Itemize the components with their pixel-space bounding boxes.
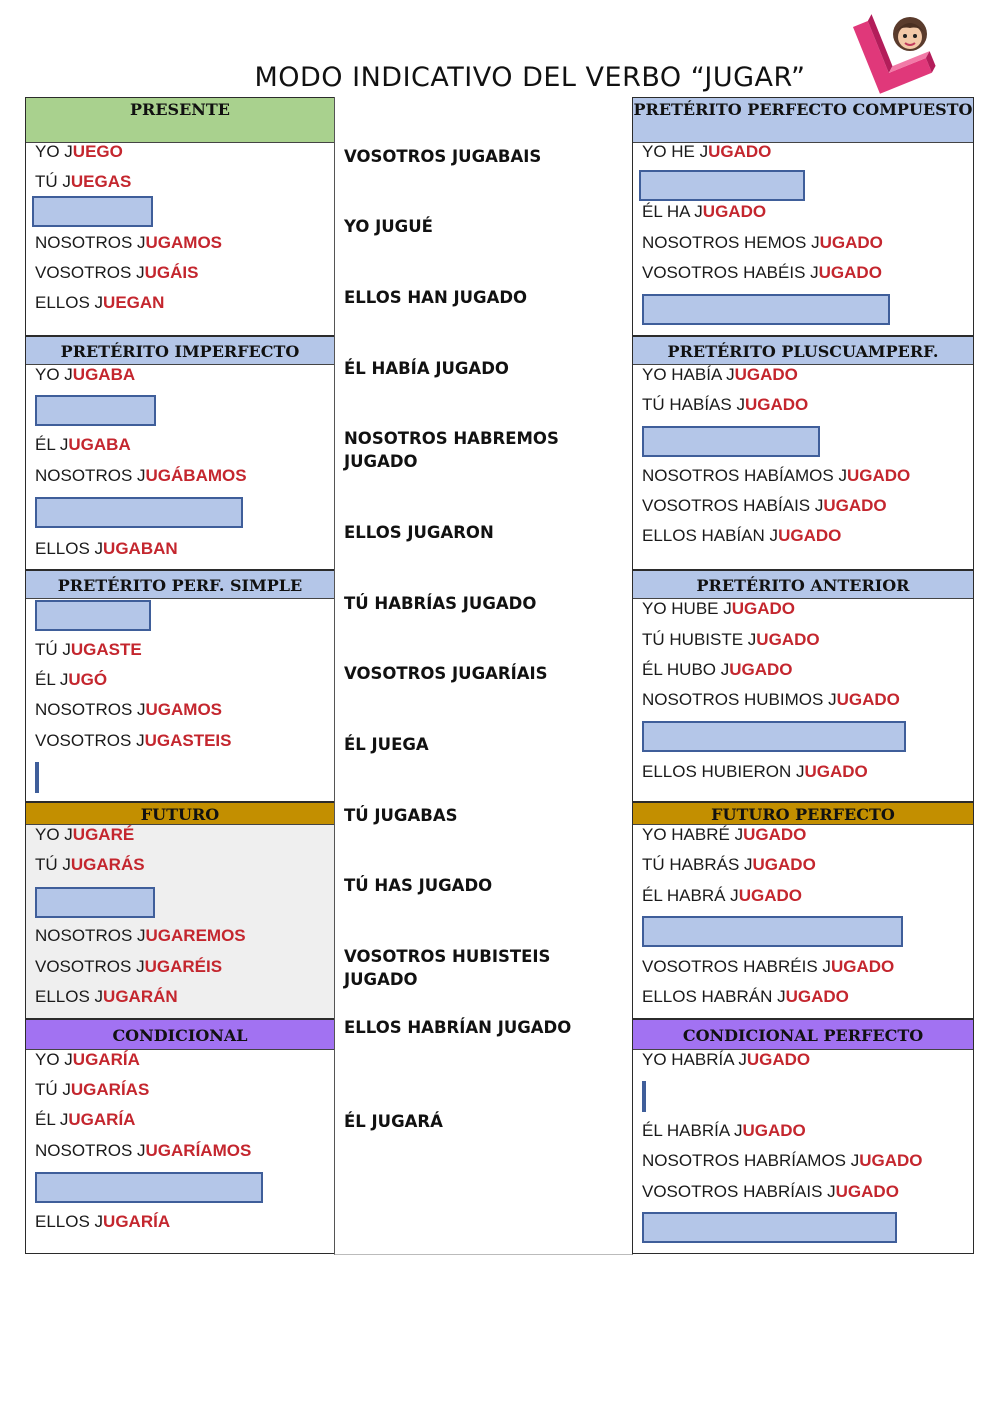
tense-header: CONDICIONAL — [26, 1020, 334, 1050]
answer-drop-box[interactable] — [642, 721, 906, 752]
conjugation-stem: VOSOTROS HABRÍAIS J — [642, 1182, 836, 1201]
conjugation-ending: UGARÍA — [72, 1050, 140, 1069]
conjugation-stem: VOSOTROS J — [35, 957, 145, 976]
conjugation-ending: UGADO — [846, 466, 911, 485]
conjugation-stem: YO HE J — [642, 142, 709, 161]
conjugation-row — [35, 825, 134, 845]
conjugation-stem: TÚ J — [35, 855, 71, 874]
draggable-answer-card[interactable]: ELLOS HABRÍAN JUGADO — [344, 1018, 572, 1037]
draggable-answer-card[interactable]: ÉL HABÍA JUGADO — [344, 359, 509, 378]
conjugation-row — [642, 1182, 899, 1202]
conjugation-stem: YO HABRÍA J — [642, 1050, 747, 1069]
conjugation-row — [642, 599, 795, 619]
conjugation-ending: UEGAN — [103, 293, 165, 312]
right-tense-condicional-perfecto — [632, 1019, 974, 1254]
conjugation-stem: ELLOS HUBIERON J — [642, 762, 805, 781]
page-title: MODO INDICATIVO DEL VERBO “JUGAR” — [254, 62, 806, 93]
tense-header: PRETÉRITO PLUSCUAMPERF. — [633, 337, 973, 365]
conjugation-ending: UGADO — [729, 660, 793, 679]
answer-drop-box[interactable] — [35, 497, 243, 528]
conjugation-ending: UGABAN — [103, 539, 178, 558]
conjugation-ending: UGASTE — [70, 640, 142, 659]
answer-drop-box[interactable] — [35, 600, 151, 631]
conjugation-ending: UGABA — [68, 435, 131, 454]
left-tense-condicional — [25, 1019, 335, 1254]
conjugation-ending: UGADO — [746, 1050, 811, 1069]
conjugation-stem: VOSOTROS J — [35, 731, 145, 750]
conjugation-stem: ELLOS HABRÁN J — [642, 987, 786, 1006]
conjugation-ending: UGADO — [836, 690, 900, 709]
conjugation-row — [642, 1121, 806, 1141]
conjugation-ending: UGARÉIS — [144, 957, 223, 976]
left-tense-presente — [25, 97, 335, 336]
conjugation-row — [35, 670, 107, 690]
conjugation-stem: TÚ J — [35, 640, 71, 659]
conjugation-ending: UGADO — [835, 1182, 899, 1201]
conjugation-stem: ÉL HUBO J — [642, 660, 730, 679]
conjugation-ending: UGADO — [744, 395, 809, 414]
draggable-answer-card[interactable]: TÚ HABRÍAS JUGADO — [344, 594, 537, 613]
conjugation-row — [642, 496, 887, 516]
conjugation-row — [642, 987, 849, 1007]
conjugation-ending: UGARÁN — [103, 987, 178, 1006]
conjugation-row — [35, 1110, 135, 1130]
conjugation-stem: ELLOS HABÍAN J — [642, 526, 779, 545]
conjugation-row — [642, 660, 793, 680]
draggable-answer-card[interactable]: VOSOTROS HUBISTEIS JUGADO — [344, 947, 551, 989]
draggable-answer-card[interactable]: TÚ HAS JUGADO — [344, 876, 493, 895]
conjugation-row — [35, 365, 135, 385]
conjugation-stem: NOSOTROS HUBIMOS J — [642, 690, 837, 709]
right-tense-preterito-pluscuamperf — [632, 336, 974, 570]
conjugation-row — [35, 539, 178, 559]
conjugation-row — [35, 1212, 170, 1232]
left-tense-preterito-imperfecto — [25, 336, 335, 570]
conjugation-stem: NOSOTROS J — [35, 700, 146, 719]
conjugation-row — [642, 825, 806, 845]
conjugation-stem: TÚ HABRÁS J — [642, 855, 753, 874]
conjugation-ending: UGADO — [859, 1151, 923, 1170]
tense-header: PRETÉRITO IMPERFECTO — [26, 337, 334, 365]
conjugation-stem: NOSOTROS J — [35, 1141, 146, 1160]
conjugation-row — [642, 630, 820, 650]
tense-header: PRETÉRITO PERF. SIMPLE — [26, 571, 334, 599]
conjugation-ending: UGARÍA — [103, 1212, 171, 1231]
draggable-answer-card[interactable]: ÉL JUEGA — [344, 735, 429, 754]
conjugation-row — [35, 263, 198, 283]
middle-answer-column — [334, 97, 633, 1255]
conjugation-stem: TÚ J — [35, 172, 71, 191]
conjugation-ending: UGARÍAMOS — [145, 1141, 252, 1160]
conjugation-ending: UGADO — [785, 987, 849, 1006]
conjugation-row — [35, 1141, 251, 1161]
tense-header: PRESENTE — [26, 98, 334, 143]
draggable-answer-card[interactable]: ELLOS JUGARON — [344, 523, 494, 542]
answer-drop-box[interactable] — [642, 426, 820, 457]
tense-header: PRETÉRITO PERFECTO COMPUESTO — [633, 98, 973, 143]
conjugation-stem: TÚ HUBISTE J — [642, 630, 757, 649]
conjugation-ending: UGADO — [731, 599, 796, 618]
conjugation-row — [642, 855, 816, 875]
conjugation-ending: UGARÉ — [72, 825, 135, 844]
answer-drop-box[interactable] — [35, 1172, 263, 1203]
conjugation-stem: NOSOTROS J — [35, 926, 146, 945]
conjugation-row — [35, 1050, 140, 1070]
conjugation-stem: TÚ J — [35, 1080, 71, 1099]
conjugation-ending: UGAREMOS — [145, 926, 246, 945]
conjugation-stem: NOSOTROS HABRÍAMOS J — [642, 1151, 860, 1170]
conjugation-row — [35, 233, 222, 253]
conjugation-stem: ELLOS J — [35, 987, 104, 1006]
conjugation-row — [35, 1080, 149, 1100]
conjugation-stem: YO J — [35, 825, 73, 844]
conjugation-stem: TÚ HABÍAS J — [642, 395, 745, 414]
conjugation-row — [35, 142, 123, 162]
answer-drop-box[interactable] — [35, 887, 155, 918]
conjugation-stem: NOSOTROS J — [35, 233, 146, 252]
conjugation-ending: UGADO — [756, 630, 820, 649]
letter-l-avatar-logo — [838, 4, 948, 100]
conjugation-row — [642, 142, 771, 162]
conjugation-stem: ÉL HABRÍA J — [642, 1121, 743, 1140]
conjugation-row — [642, 690, 900, 710]
conjugation-row — [642, 886, 802, 906]
conjugation-ending: UGARÍAS — [70, 1080, 150, 1099]
right-tense-preterito-anterior — [632, 570, 974, 802]
conjugation-ending: UGABA — [72, 365, 136, 384]
conjugation-ending: UGADO — [804, 762, 868, 781]
right-tense-futuro-perfecto — [632, 802, 974, 1019]
conjugation-row — [35, 466, 247, 486]
conjugation-ending: UGADO — [778, 526, 842, 545]
conjugation-ending: UGADO — [734, 365, 798, 384]
conjugation-stem: VOSOTROS J — [35, 263, 145, 282]
conjugation-row — [642, 202, 766, 222]
draggable-answer-card[interactable]: NOSOTROS HABREMOS JUGADO — [344, 429, 559, 471]
draggable-answer-card[interactable]: VOSOTROS JUGARÍAIS — [344, 664, 548, 683]
conjugation-ending: UGASTEIS — [144, 731, 232, 750]
conjugation-stem: NOSOTROS HABÍAMOS J — [642, 466, 847, 485]
draggable-answer-card[interactable]: VOSOTROS JUGABAIS — [344, 147, 542, 166]
conjugation-row — [642, 233, 883, 253]
conjugation-ending: UGÁIS — [144, 263, 199, 282]
answer-drop-box[interactable] — [35, 762, 39, 793]
answer-drop-box[interactable] — [642, 916, 903, 947]
conjugation-ending: UGÓ — [68, 670, 108, 689]
draggable-answer-card[interactable]: YO JUGUÉ — [344, 217, 433, 236]
draggable-answer-card[interactable]: ELLOS HAN JUGADO — [344, 288, 528, 307]
conjugation-stem: YO HABÍA J — [642, 365, 735, 384]
conjugation-row — [35, 926, 246, 946]
conjugation-stem: YO J — [35, 142, 73, 161]
conjugation-row — [35, 640, 142, 660]
conjugation-ending: UEGAS — [70, 172, 132, 191]
conjugation-ending: UGADO — [708, 142, 772, 161]
conjugation-row — [35, 987, 178, 1007]
conjugation-ending: UGADO — [738, 886, 802, 905]
conjugation-row — [642, 1050, 810, 1070]
conjugation-stem: ELLOS J — [35, 1212, 104, 1231]
right-tense-preterito-perfecto-compuesto — [632, 97, 974, 336]
conjugation-row — [642, 365, 798, 385]
conjugation-row — [35, 172, 131, 192]
left-tense-preterito-perf-simple — [25, 570, 335, 802]
conjugation-stem: YO J — [35, 1050, 73, 1069]
draggable-answer-card[interactable]: ÉL JUGARÁ — [344, 1112, 443, 1131]
conjugation-row — [642, 1151, 923, 1171]
answer-drop-box[interactable] — [35, 395, 156, 426]
tense-header: FUTURO PERFECTO — [633, 803, 973, 825]
conjugation-row — [35, 700, 222, 720]
answer-drop-box[interactable] — [642, 1081, 646, 1112]
answer-drop-box[interactable] — [639, 170, 805, 201]
conjugation-row — [35, 957, 222, 977]
conjugation-ending: UGADO — [702, 202, 767, 221]
conjugation-stem: NOSOTROS J — [35, 466, 146, 485]
conjugation-row — [642, 395, 808, 415]
conjugation-row — [35, 435, 131, 455]
conjugation-row — [642, 526, 841, 546]
conjugation-ending: UGAMOS — [145, 700, 223, 719]
conjugation-ending: UGADO — [830, 957, 895, 976]
conjugation-row — [35, 731, 231, 751]
conjugation-row — [35, 855, 145, 875]
left-tense-futuro — [25, 802, 335, 1019]
conjugation-stem: ÉL J — [35, 435, 69, 454]
conjugation-row — [642, 263, 882, 283]
conjugation-ending: UGARÍA — [68, 1110, 136, 1129]
conjugation-ending: UGAMOS — [145, 233, 223, 252]
conjugation-ending: UGADO — [742, 1121, 806, 1140]
conjugation-row — [35, 293, 164, 313]
conjugation-stem: ÉL J — [35, 670, 69, 689]
conjugation-stem: NOSOTROS HEMOS J — [642, 233, 820, 252]
conjugation-stem: YO HUBE J — [642, 599, 732, 618]
answer-drop-box[interactable] — [642, 1212, 897, 1243]
conjugation-ending: UGADO — [823, 496, 887, 515]
conjugation-ending: UEGO — [72, 142, 123, 161]
conjugation-stem: ELLOS J — [35, 539, 104, 558]
conjugation-ending: UGARÁS — [70, 855, 145, 874]
conjugation-row — [642, 957, 894, 977]
draggable-answer-card[interactable]: TÚ JUGABAS — [344, 806, 458, 825]
conjugation-stem: ÉL HABRÁ J — [642, 886, 739, 905]
conjugation-ending: UGÁBAMOS — [145, 466, 247, 485]
tense-header: CONDICIONAL PERFECTO — [633, 1020, 973, 1050]
conjugation-stem: ÉL J — [35, 1110, 69, 1129]
conjugation-stem: VOSOTROS HABRÉIS J — [642, 957, 831, 976]
conjugation-ending: UGADO — [752, 855, 816, 874]
conjugation-stem: ELLOS J — [35, 293, 104, 312]
tense-header: FUTURO — [26, 803, 334, 825]
conjugation-stem: YO HABRÉ J — [642, 825, 744, 844]
conjugation-stem: ÉL HA J — [642, 202, 703, 221]
conjugation-stem: VOSOTROS HABÍAIS J — [642, 496, 824, 515]
tense-header: PRETÉRITO ANTERIOR — [633, 571, 973, 599]
answer-drop-box[interactable] — [32, 196, 153, 227]
conjugation-ending: UGADO — [743, 825, 807, 844]
conjugation-ending: UGADO — [819, 233, 883, 252]
conjugation-row — [642, 762, 868, 782]
conjugation-stem: YO J — [35, 365, 73, 384]
conjugation-stem: VOSOTROS HABÉIS J — [642, 263, 819, 282]
answer-drop-box[interactable] — [642, 294, 890, 325]
conjugation-row — [642, 466, 910, 486]
conjugation-ending: UGADO — [818, 263, 882, 282]
